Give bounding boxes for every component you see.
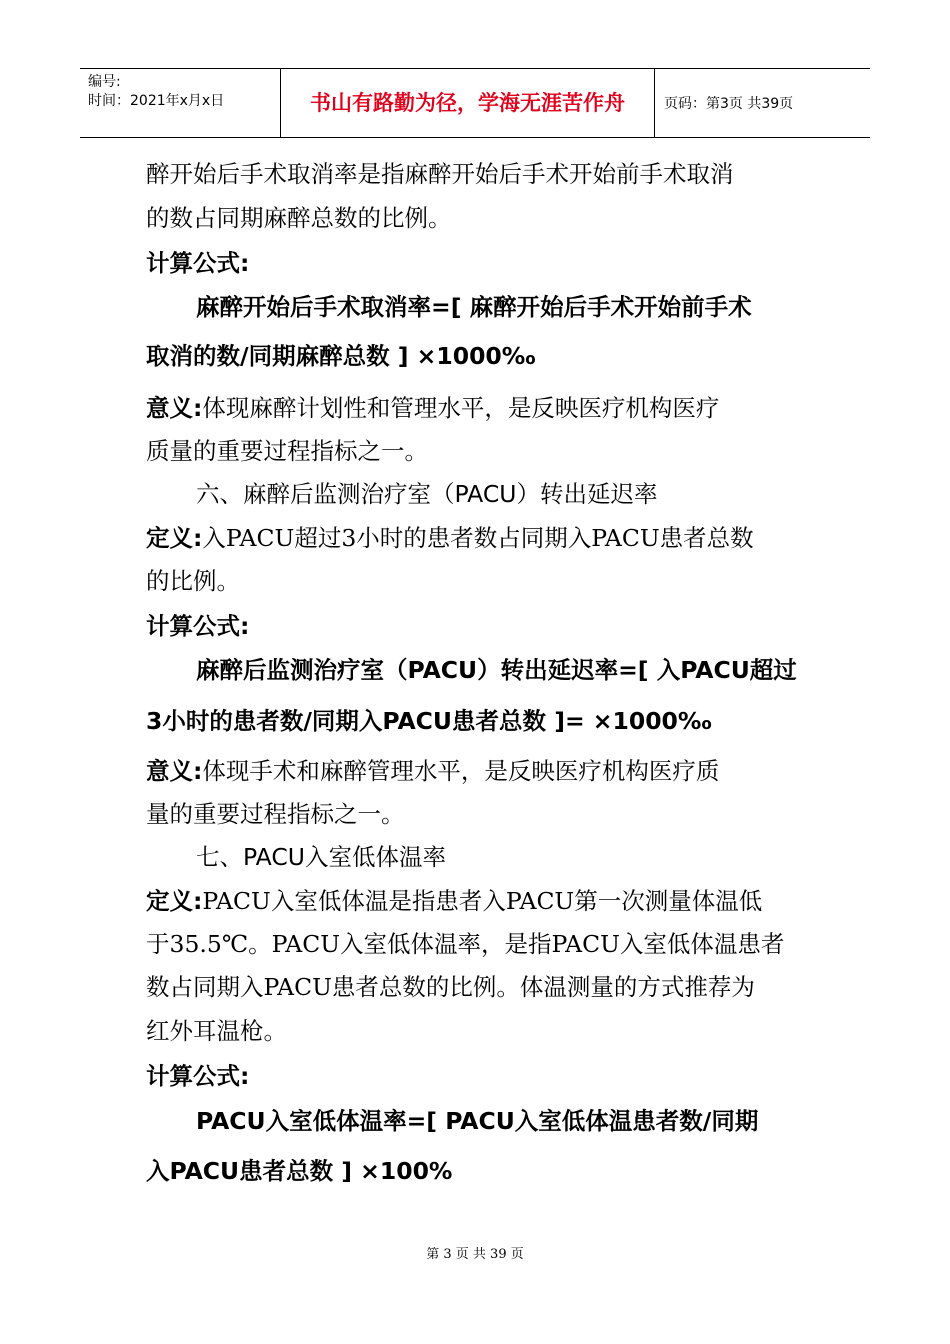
code-label: 编号: bbox=[88, 74, 121, 90]
page-footer: 第 3 页 共 39 页 bbox=[426, 1247, 524, 1262]
formula-line: 入PACU患者总数 ] ×100% bbox=[146, 1157, 453, 1185]
paragraph-line: 数占同期入PACU患者总数的比例。体温测量的方式推荐为 bbox=[146, 973, 755, 1001]
paragraph-line: 量的重要过程指标之一。 bbox=[146, 800, 405, 828]
formula-label: 计算公式: bbox=[146, 1062, 250, 1090]
definition-text: PACU入室低体温是指患者入PACU第一次测量体温低 bbox=[202, 887, 763, 915]
time-label: 时间：2021年x月x日 bbox=[88, 93, 225, 109]
header-left-cell bbox=[80, 69, 280, 137]
definition-paragraph bbox=[146, 885, 762, 917]
header-right-cell bbox=[654, 69, 870, 137]
formula-line: 麻醉后监测治疗室（PACU）转出延迟率=[ 入PACU超过 bbox=[196, 656, 797, 684]
paragraph-line: 质量的重要过程指标之一。 bbox=[146, 437, 428, 465]
paragraph-line: 的数占同期麻醉总数的比例。 bbox=[146, 204, 452, 232]
formula-line: 麻醉开始后手术取消率=[ 麻醉开始后手术开始前手术 bbox=[196, 293, 752, 321]
definition-text: 入PACU超过3小时的患者数占同期入PACU患者总数 bbox=[202, 524, 754, 552]
motto-text: 书山有路勤为径，学海无涯苦作舟 bbox=[310, 91, 625, 115]
paragraph-line: 的比例。 bbox=[146, 567, 240, 595]
definition-paragraph bbox=[146, 522, 754, 554]
paragraph-line: 醉开始后手术取消率是指麻醉开始后手术开始前手术取消 bbox=[146, 160, 734, 188]
formula-line: 3小时的患者数/同期入PACU患者总数 ]= ×1000‰ bbox=[146, 707, 712, 735]
meaning-label: 意义: bbox=[146, 757, 203, 785]
section-heading: 六、麻醉后监测治疗室（PACU）转出延迟率 bbox=[196, 480, 658, 508]
meaning-label: 意义: bbox=[146, 394, 203, 422]
formula-line: PACU入室低体温率=[ PACU入室低体温患者数/同期 bbox=[196, 1107, 759, 1135]
section-heading: 七、PACU入室低体温率 bbox=[196, 843, 446, 871]
definition-label: 定义: bbox=[146, 887, 203, 915]
header-page-info: 页码：第3页 共39页 bbox=[664, 96, 794, 112]
formula-label: 计算公式: bbox=[146, 249, 250, 277]
paragraph-line: 于35.5℃。PACU入室低体温率，是指PACU入室低体温患者 bbox=[146, 930, 785, 958]
header-center-cell bbox=[280, 69, 655, 137]
meaning-text: 体现手术和麻醉管理水平，是反映医疗机构医疗质 bbox=[202, 757, 720, 785]
meaning-paragraph bbox=[146, 392, 719, 424]
definition-label: 定义: bbox=[146, 524, 203, 552]
meaning-paragraph bbox=[146, 755, 719, 787]
formula-label: 计算公式: bbox=[146, 612, 250, 640]
document-header bbox=[80, 68, 870, 138]
formula-line: 取消的数/同期麻醉总数 ] ×1000‰ bbox=[146, 342, 536, 370]
paragraph-line: 红外耳温枪。 bbox=[146, 1017, 287, 1045]
meaning-text: 体现麻醉计划性和管理水平，是反映医疗机构医疗 bbox=[202, 394, 720, 422]
